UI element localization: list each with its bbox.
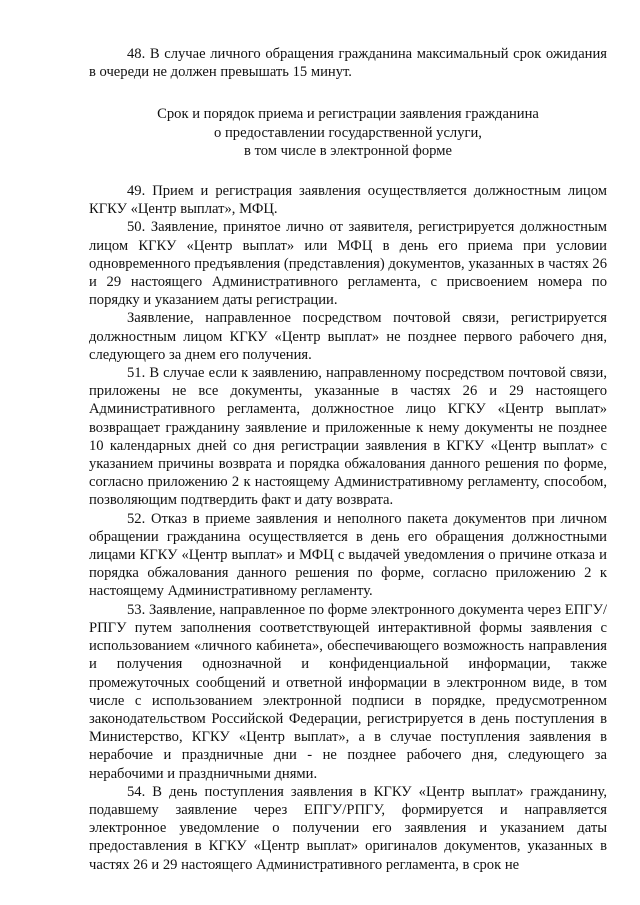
paragraph-52: 52. Отказ в приеме заявления и неполного пакета документов при личном обращении гражданина осуществляется в день его обращения должностными лицами КГКУ «Центр выплат» и МФЦ с выдачей уведомления о причине отказа и порядка обжалования данного решения по форме, согласно приложению 2 к настоящему Административному регламенту.	[89, 510, 607, 600]
section-heading-line-3: в том числе в электронной форме	[244, 142, 452, 159]
section-heading	[89, 105, 607, 160]
section-heading-line-1: Срок и порядок приема и регистрации заявления гражданина	[157, 106, 539, 123]
paragraph-48: 48. В случае личного обращения гражданина максимальный срок ожидания в очереди не должен превышать 15 минут.	[89, 46, 607, 81]
paragraph-49: 49. Прием и регистрация заявления осуществляется должностным лицом КГКУ «Центр выплат», МФЦ.	[89, 183, 607, 218]
section-heading-line-2: о предоставлении государственной услуги,	[214, 124, 482, 141]
paragraph-53: 53. Заявление, направленное по форме электронного документа через ЕПГУ/РПГУ путем заполнения соответствующей интерактивной формы заявления с использованием «личного кабинета», обеспечивающего возможность направления и получения однозначной и конфиденциальной информации, также промежуточных сообщений и ответной информации в электронном виде, в том числе с использованием электронной подписи в порядке, предусмотренном законодательством Российской Федерации, регистрируется в день поступления в Министерство, КГКУ «Центр выплат», а в случае поступления заявления в нерабочие и праздничные дни - не позднее рабочего дня, следующего за нерабочими и праздничными днями.	[89, 601, 607, 782]
paragraph-50-continued: Заявление, направленное посредством почтовой связи, регистрируется должностным лицом КГКУ «Центр выплат» не позднее первого рабочего дня, следующего за днем его получения.	[89, 310, 607, 363]
paragraph-54: 54. В день поступления заявления в КГКУ «Центр выплат» гражданину, подавшему заявление через ЕПГУ/РПГУ, формируется и направляется электронное уведомление о получении его заявления и указанием даты предоставления в КГКУ «Центр выплат» оригиналов документов, указанных в частях 26 и 29 настоящего Административного регламента, в срок не	[89, 783, 607, 873]
paragraph-50: 50. Заявление, принятое лично от заявителя, регистрируется должностным лицом КГКУ «Центр выплат» или МФЦ в день его приема при условии одновременного предъявления (представления) документов, указанных в частях 26 и 29 настоящего Административного регламента, с присвоением номера по порядку и указанием даты регистрации.	[89, 219, 607, 309]
document-body	[89, 45, 607, 874]
paragraph-51: 51. В случае если к заявлению, направленному посредством почтовой связи, приложены не все документы, указанные в частях 26 и 29 настоящего Административного регламента, должностное лицо КГКУ «Центр выплат» возвращает гражданину заявление и приложенные к нему документы не позднее 10 календарных дней со дня регистрации заявления в КГКУ «Центр выплат» с указанием причины возврата и порядка обжалования данного решения по форме, согласно приложению 2 к настоящему Административному регламенту, способом, позволяющим подтвердить факт и дату возврата.	[89, 365, 607, 509]
